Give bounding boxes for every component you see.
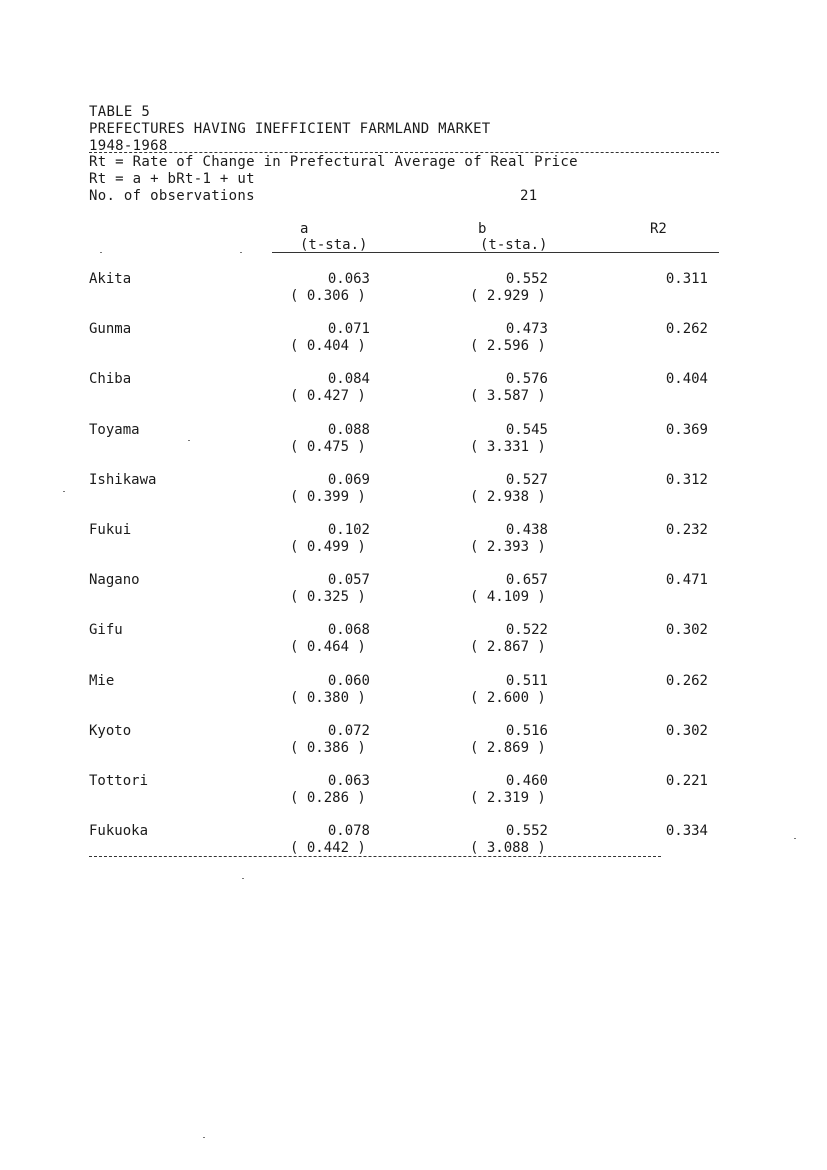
table-period: 1948-1968	[89, 138, 168, 154]
table-bottom-rule	[89, 856, 661, 857]
coefficient-b-t-stat: ( 2.393 )	[470, 539, 546, 555]
prefecture-name: Akita	[89, 271, 132, 287]
r-squared: 0.311	[665, 271, 708, 287]
table-row	[0, 622, 827, 662]
coefficient-a: 0.060	[327, 673, 370, 689]
coefficient-b: 0.545	[505, 422, 548, 438]
table-label: TABLE 5	[89, 104, 151, 120]
r-squared: 0.221	[665, 773, 708, 789]
r-squared: 0.302	[665, 622, 708, 638]
table-title: PREFECTURES HAVING INEFFICIENT FARMLAND MARKET	[89, 121, 491, 137]
r-squared: 0.232	[665, 522, 708, 538]
table-row	[0, 321, 827, 361]
coefficient-b-t-stat: ( 2.596 )	[470, 338, 546, 354]
table-row	[0, 572, 827, 612]
r-squared: 0.312	[665, 472, 708, 488]
coefficient-a: 0.069	[327, 472, 370, 488]
scan-speck	[242, 878, 244, 879]
coefficient-b: 0.516	[505, 723, 548, 739]
coefficient-b-t-stat: ( 3.587 )	[470, 388, 546, 404]
coefficient-b-t-stat: ( 2.869 )	[470, 740, 546, 756]
scan-speck	[188, 440, 190, 441]
column-b-header: b	[478, 221, 487, 237]
header-rule	[89, 152, 719, 153]
coefficient-b-t-stat: ( 2.319 )	[470, 790, 546, 806]
coefficient-a-t-stat: ( 0.380 )	[290, 690, 366, 706]
prefecture-name: Gunma	[89, 321, 132, 337]
prefecture-name: Tottori	[89, 773, 149, 789]
prefecture-name: Ishikawa	[89, 472, 157, 488]
scan-speck	[794, 838, 796, 839]
coefficient-a: 0.068	[327, 622, 370, 638]
coefficient-a: 0.084	[327, 371, 370, 387]
table-row	[0, 522, 827, 562]
coefficient-b-t-stat: ( 2.929 )	[470, 288, 546, 304]
prefecture-name: Chiba	[89, 371, 132, 387]
observations-label: No. of observations	[89, 188, 255, 204]
column-a-header: a	[300, 221, 309, 237]
coefficient-b-t-stat: ( 3.331 )	[470, 439, 546, 455]
definition-line: Rt = Rate of Change in Prefectural Average of Real Price	[89, 154, 578, 170]
r-squared: 0.302	[665, 723, 708, 739]
scan-speck	[240, 252, 242, 253]
coefficient-b-t-stat: ( 2.938 )	[470, 489, 546, 505]
coefficient-b: 0.473	[505, 321, 548, 337]
coefficient-a: 0.078	[327, 823, 370, 839]
coefficient-a-t-stat: ( 0.499 )	[290, 539, 366, 555]
table-row	[0, 823, 827, 863]
coefficient-b-t-stat: ( 2.600 )	[470, 690, 546, 706]
prefecture-name: Fukuoka	[89, 823, 149, 839]
table-row	[0, 723, 827, 763]
coefficient-b: 0.438	[505, 522, 548, 538]
prefecture-name: Nagano	[89, 572, 140, 588]
r-squared: 0.471	[665, 572, 708, 588]
table-row	[0, 371, 827, 411]
prefecture-name: Kyoto	[89, 723, 132, 739]
coefficient-a: 0.088	[327, 422, 370, 438]
coefficient-a-t-stat: ( 0.325 )	[290, 589, 366, 605]
coefficient-b-t-stat: ( 3.088 )	[470, 840, 546, 856]
equation-line: Rt = a + bRt-1 + ut	[89, 171, 255, 187]
r-squared: 0.404	[665, 371, 708, 387]
coefficient-a-t-stat: ( 0.404 )	[290, 338, 366, 354]
observations-value: 21	[520, 188, 538, 204]
coefficient-b: 0.552	[505, 823, 548, 839]
coefficient-b: 0.460	[505, 773, 548, 789]
column-a-subheader: (t-sta.)	[300, 237, 368, 253]
r-squared: 0.262	[665, 673, 708, 689]
coefficient-a-t-stat: ( 0.464 )	[290, 639, 366, 655]
prefecture-name: Mie	[89, 673, 115, 689]
coefficient-a-t-stat: ( 0.286 )	[290, 790, 366, 806]
coefficient-b: 0.522	[505, 622, 548, 638]
coefficient-a-t-stat: ( 0.427 )	[290, 388, 366, 404]
coefficient-b-t-stat: ( 4.109 )	[470, 589, 546, 605]
column-b-subheader: (t-sta.)	[480, 237, 548, 253]
column-r2-header: R2	[650, 221, 667, 237]
column-header-rule	[272, 252, 719, 253]
coefficient-b: 0.552	[505, 271, 548, 287]
coefficient-a: 0.071	[327, 321, 370, 337]
coefficient-a: 0.063	[327, 271, 370, 287]
coefficient-b: 0.657	[505, 572, 548, 588]
coefficient-a: 0.072	[327, 723, 370, 739]
coefficient-b: 0.527	[505, 472, 548, 488]
coefficient-a-t-stat: ( 0.386 )	[290, 740, 366, 756]
scan-speck	[203, 1137, 205, 1138]
prefecture-name: Fukui	[89, 522, 132, 538]
coefficient-a-t-stat: ( 0.306 )	[290, 288, 366, 304]
table-row	[0, 271, 827, 311]
scan-speck	[63, 491, 65, 492]
table-row	[0, 472, 827, 512]
coefficient-a-t-stat: ( 0.442 )	[290, 840, 366, 856]
coefficient-a: 0.102	[327, 522, 370, 538]
coefficient-a: 0.063	[327, 773, 370, 789]
coefficient-b: 0.576	[505, 371, 548, 387]
r-squared: 0.369	[665, 422, 708, 438]
coefficient-b: 0.511	[505, 673, 548, 689]
table-row	[0, 773, 827, 813]
coefficient-b-t-stat: ( 2.867 )	[470, 639, 546, 655]
prefecture-name: Toyama	[89, 422, 140, 438]
r-squared: 0.262	[665, 321, 708, 337]
r-squared: 0.334	[665, 823, 708, 839]
coefficient-a: 0.057	[327, 572, 370, 588]
scan-speck	[100, 252, 102, 253]
coefficient-a-t-stat: ( 0.475 )	[290, 439, 366, 455]
coefficient-a-t-stat: ( 0.399 )	[290, 489, 366, 505]
prefecture-name: Gifu	[89, 622, 123, 638]
table-row	[0, 422, 827, 462]
table-row	[0, 673, 827, 713]
